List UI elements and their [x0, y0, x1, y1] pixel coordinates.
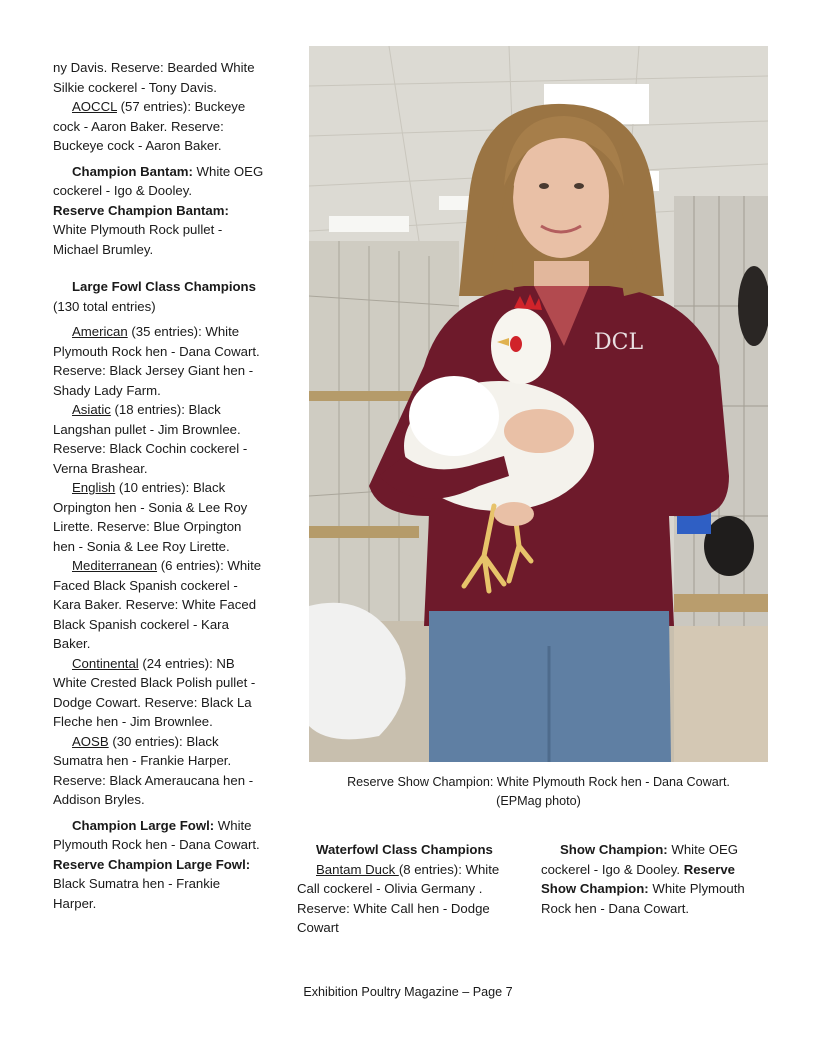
english-text: (10 entries): Black Orpington hen - Sonia & Lee Roy Lirette. Reserve: Blue Orpington hen - Sonia & Lee Roy Lirette.	[53, 480, 248, 554]
aoccl-label: AOCCL	[72, 99, 117, 114]
continental-entry	[53, 654, 265, 732]
caption-line-1: Reserve Show Champion: White Plymouth Rock hen - Dana Cowart.	[347, 775, 730, 789]
asiatic-entry	[53, 400, 265, 478]
photo	[309, 46, 768, 762]
english-entry	[53, 478, 265, 556]
show-champion-entry	[541, 840, 756, 918]
bantam-duck-label: Bantam Duck	[316, 861, 399, 877]
mediterranean-text: (6 entries): White Faced Black Spanish cockerel - Kara Baker. Reserve: White Faced Black Spanish cockerel - Kara Baker.	[53, 558, 262, 651]
caption-credit: (EPMag photo)	[496, 794, 581, 808]
bantam-duck-text: (8 entries): White Call cockerel - Olivia Germany . Reserve: White Call hen - Dodge Cowart	[297, 861, 500, 935]
show-champion-column	[541, 840, 756, 918]
champion-bantam	[53, 162, 265, 201]
sweatshirt-monogram: DCL	[594, 330, 644, 355]
show-champion-label: Show Champion:	[560, 842, 668, 857]
asiatic-label: Asiatic	[72, 402, 111, 417]
aosb-label: AOSB	[72, 733, 109, 749]
american-text: (35 entries): White Plymouth Rock hen - Dana Cowart. Reserve: Black Jersey Giant hen - Shady Lady Farm.	[53, 324, 260, 398]
aoccl-entry	[53, 97, 265, 156]
page-footer: Exhibition Poultry Magazine – Page 7	[303, 985, 513, 999]
english-label: English	[72, 480, 116, 495]
reserve-show-champion-label: Reserve Show Champion:	[541, 861, 736, 896]
champion-large-fowl-text: White Plymouth Rock hen - Dana Cowart.	[53, 817, 260, 852]
reserve-champion-bantam-text: White Plymouth Rock pullet - Michael Brumley.	[53, 222, 223, 257]
continental-text: (24 entries): NB White Crested Black Polish pullet - Dodge Cowart. Reserve: Black La Fleche hen - Jim Brownlee.	[53, 655, 256, 729]
champion-bantam-label: Champion Bantam:	[72, 163, 193, 179]
reserve-champion-large-fowl-text: Black Sumatra hen - Frankie Harper.	[53, 876, 221, 911]
reserve-champion-large-fowl-label: Reserve Champion Large Fowl:	[53, 856, 251, 872]
left-column	[53, 58, 265, 913]
continental-label: Continental	[72, 655, 139, 671]
photo-caption	[309, 773, 768, 811]
waterfowl-column	[297, 840, 517, 938]
show-champion-text: White OEG cockerel - Igo & Dooley.	[541, 842, 739, 877]
champion-bantam-text: White OEG cockerel - Igo & Dooley.	[53, 163, 264, 198]
waterfowl-heading: Waterfowl Class Champions	[316, 842, 493, 857]
reserve-show-champion-text: White Plymouth Rock hen - Dana Cowart.	[541, 881, 745, 916]
aoccl-text: (57 entries): Buckeye cock - Aaron Baker. Reserve: Buckeye cock - Aaron Baker.	[53, 99, 246, 153]
aosb-entry	[53, 732, 265, 810]
continued-text: ny Davis. Reserve: Bearded White Silkie cockerel - Tony Davis.	[53, 60, 255, 95]
champion-large-fowl-label: Champion Large Fowl:	[72, 817, 215, 833]
reserve-champion-bantam-label: Reserve Champion Bantam:	[53, 202, 229, 218]
american-entry	[53, 322, 265, 400]
american-label: American	[72, 324, 128, 339]
asiatic-text: (18 entries): Black Langshan pullet - Jim Brownlee. Reserve: Black Cochin cockerel - Verna Brashear.	[53, 402, 248, 476]
large-fowl-total: (130 total entries)	[53, 298, 156, 314]
aosb-text: (30 entries): Black Sumatra hen - Frankie Harper. Reserve: Black Ameraucana hen - Addison Bryles.	[53, 733, 254, 807]
champion-large-fowl	[53, 816, 265, 914]
bantam-duck-entry	[297, 860, 517, 938]
reserve-champion-bantam	[53, 201, 265, 260]
large-fowl-heading: Large Fowl Class Champions	[72, 279, 256, 294]
mediterranean-entry	[53, 556, 265, 654]
mediterranean-label: Mediterranean	[72, 558, 158, 573]
